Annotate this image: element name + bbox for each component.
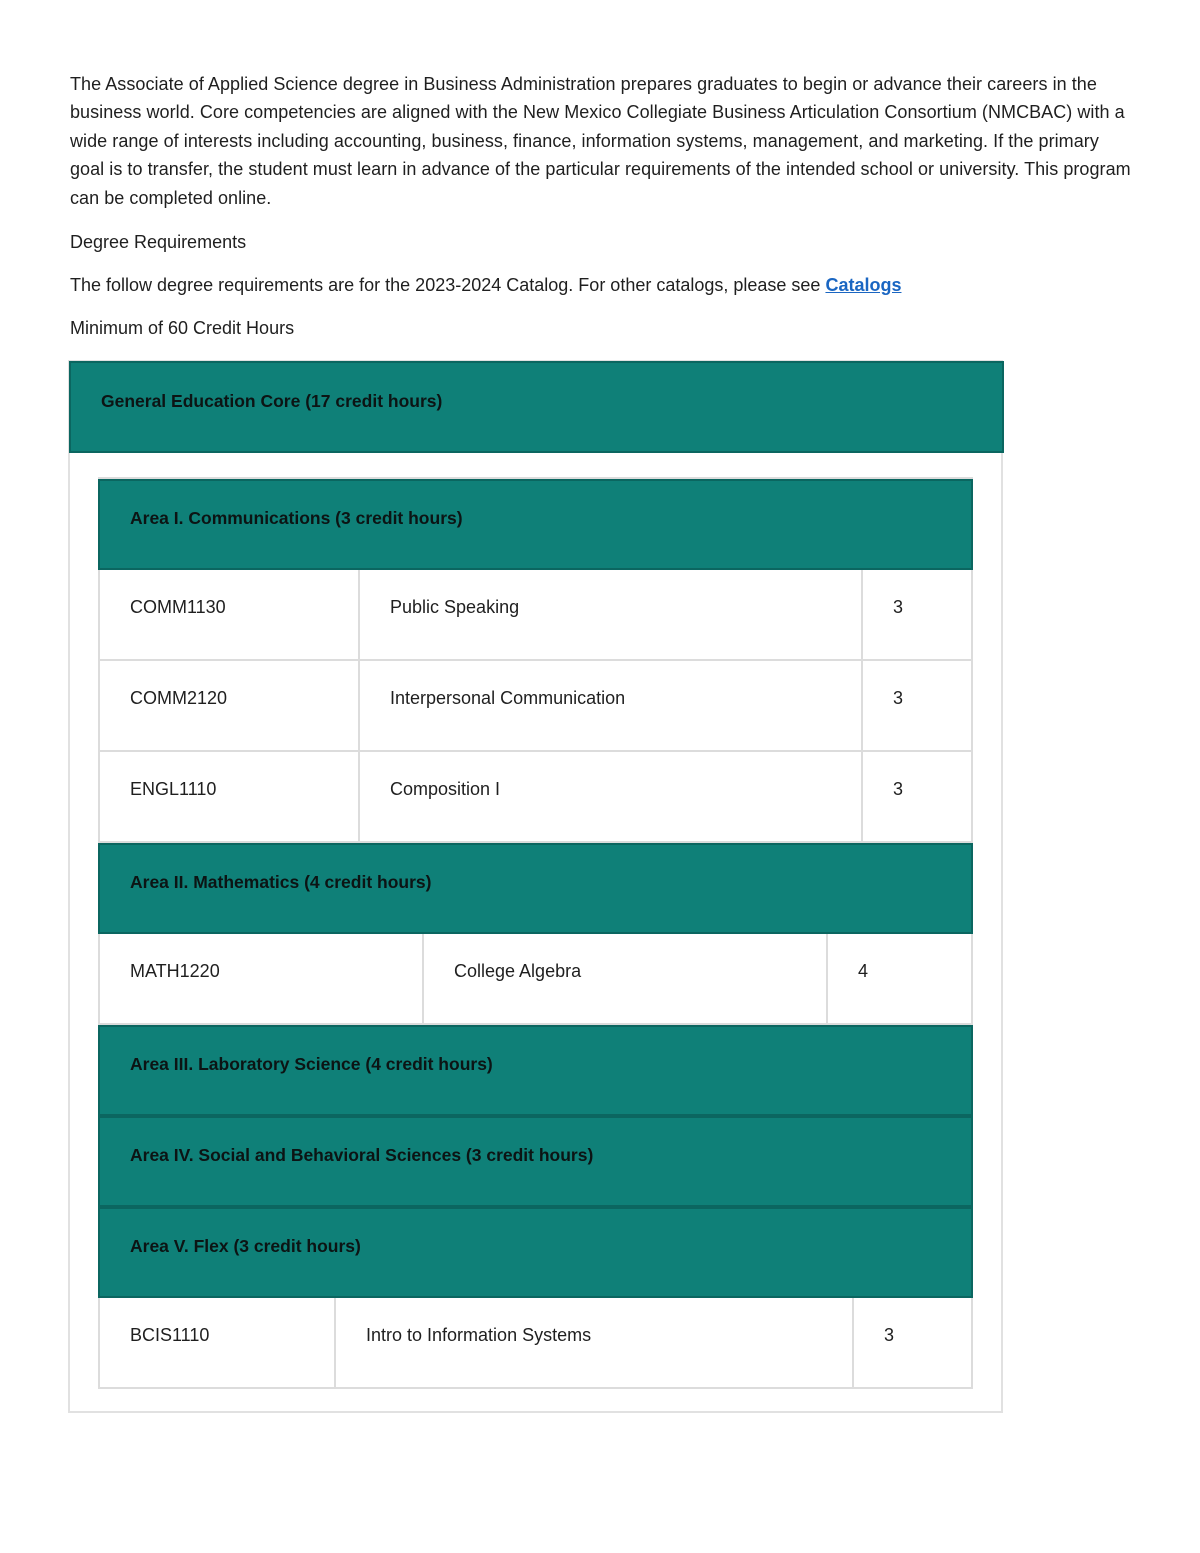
course-title: Public Speaking [360, 570, 863, 659]
area-header-flex[interactable]: Area V. Flex (3 credit hours) [98, 1207, 973, 1298]
course-row [100, 1298, 971, 1389]
catalog-note [70, 272, 1135, 298]
area-header-communications[interactable]: Area I. Communications (3 credit hours) [98, 479, 973, 570]
program-description: The Associate of Applied Science degree in Business Administration prepares graduates to begin or advance their careers in the business world. Core competencies are aligned with the New Mexico Collegiate Business Articulation Consortium (NMCBAC) with a wide range of interests including accounting, business, finance, information systems, management, and marketing. If the primary goal is to transfer, the student must learn in advance of the particular requirements of the intended school or university. This program can be completed online. [70, 74, 1131, 208]
catalog-note-text: The follow degree requirements are for the 2023-2024 Catalog. For other catalogs, please see [70, 275, 826, 296]
course-code: ENGL1110 [100, 752, 360, 841]
course-code: COMM2120 [100, 661, 360, 750]
course-credits: 3 [893, 779, 904, 799]
area-header-mathematics[interactable]: Area II. Mathematics (4 credit hours) [98, 843, 973, 934]
course-row [100, 661, 971, 752]
catalogs-link[interactable]: Catalogs [825, 275, 902, 296]
course-code: MATH1220 [100, 934, 424, 1023]
course-title: Intro to Information Systems [336, 1298, 854, 1387]
course-code: COMM1130 [100, 570, 360, 659]
course-row [100, 570, 971, 661]
course-title: College Algebra [424, 934, 828, 1023]
course-credits: 3 [893, 597, 904, 617]
course-credits: 4 [858, 961, 869, 981]
course-credits: 3 [893, 688, 904, 708]
area-requirements-table [98, 477, 973, 1389]
course-code: BCIS1110 [100, 1298, 336, 1387]
area-header-social-behavioral-sciences[interactable]: Area IV. Social and Behavioral Sciences (3 credit hours) [98, 1116, 973, 1207]
course-title: Interpersonal Communication [360, 661, 863, 750]
course-credits: 3 [884, 1325, 895, 1345]
page-content [70, 70, 1135, 341]
minimum-credit-hours: Minimum of 60 Credit Hours [70, 318, 295, 339]
degree-requirements-label: Degree Requirements [70, 232, 247, 253]
area-header-laboratory-science[interactable]: Area III. Laboratory Science (4 credit hours) [98, 1025, 973, 1116]
general-education-core-table [68, 360, 1003, 1413]
course-row [100, 934, 971, 1025]
general-education-core-header[interactable]: General Education Core (17 credit hours) [69, 361, 1004, 453]
course-row [100, 752, 971, 843]
course-title: Composition I [360, 752, 863, 841]
